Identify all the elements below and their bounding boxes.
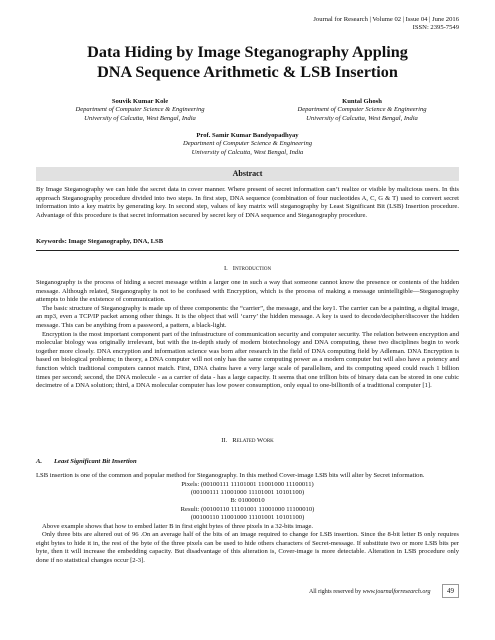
subsection-heading [36,458,137,465]
introduction-body [36,279,459,391]
paragraph: The basic structure of Steganography is made up of three components: the “carrier”, the message, and the key1. The carrier can be a painting, a digital image, an mp3, even a TCP/IP packet among other things. It is the object that will ‘carry’ the hidden message. A key is used to decode/decipher/discover the hidden message. This can be anything from a password, a pattern, a black-light. [36,304,459,329]
pixels-line-1: Pixels: (00100111 11101001 11001000 11100011) [181,480,314,488]
divider [36,250,459,251]
rights-text: All rights reserved by [308,589,362,595]
author-3 [140,132,355,157]
page-number: 49 [442,584,459,598]
author-dept: Department of Computer Science & Engineering [297,106,427,114]
abstract-heading: Abstract [36,167,459,181]
pixels-line-2: (00100111 11001000 11101001 10101100) [190,489,305,496]
abstract-text: By Image Steganography we can hide the secret data in cover manner. Where present of secret information can’t realize or visible by malicious users. In this approach Steganography procedure divided into two steps. In first step, DNA sequence (combination of four nucleotides A, C, G & T) used to convert secret information into a key matrix by generating key. In second step, values of key matrix will steganography by Least Significant Bit (LSB) Insertion procedure. Advantage of this procedure is that secret information secured by secret key of DNA sequence and Steganography procedure. [36,186,459,220]
journal-link[interactable]: www.journalforresearch.org [362,589,431,595]
author-name: Prof. Samir Kumar Bandyopadhyay [196,132,299,139]
author-univ: University of Calcutta, West Bengal, India [191,148,304,156]
title-line-2: DNA Sequence Arithmetic & LSB Insertion [97,63,398,81]
related-work-body [36,472,459,566]
journal-info: Journal for Research | Volume 02 | Issue 04 | June 2016 [313,16,459,23]
section-title: Related Work [232,437,274,444]
result-line-1: Result: (00100110 11101001 11001000 11100010) [180,505,315,513]
paragraph: Only three bits are altered out of 96 .On an average half of the bits of an image required to change for LSB insertion. Since the 8-bit letter B only requires eight bytes to hide it in, the rest of the byte of the three pixels can be used to hide others characters of Secret-message. If substitute two or more LSB bits per byte, then it will increase the embedding capacity. But disadvantage of this alteration is, Cover-image is more detectable. Alteration in LSB procedure only done if no statistical changes occur [2-3]. [36,531,459,564]
author-dept: Department of Computer Science & Engineering [182,140,313,148]
keywords: Keywords: Image Steganography, DNA, LSB [36,238,164,245]
issn: ISSN: 2395-7549 [412,24,459,31]
page-footer [309,584,459,598]
paragraph: Above example shows that how to embed latter B in first eight bytes of three pixels in a 32-bits image. [42,522,314,530]
author-2 [262,98,462,123]
author-name: Kuntal Ghosh [342,98,382,105]
subsection-title: Least Significant Bit Insertion [54,458,137,465]
result-line-2: (00100110 11001000 11101001 10101100) [190,514,305,522]
author-univ: University of Calcutta, West Bengal, India [84,114,196,122]
author-name: Souvik Kumar Kole [111,98,169,105]
title-line-1: Data Hiding by Image Steganography Appling [87,43,408,61]
b-line: B: 01000010 [230,497,265,505]
section-numeral: I. [223,265,228,272]
paragraph: Steganography is the process of hiding a secret message within a larger one in such a way that someone cannot know the presence or contents of the hidden message. Although related, Steganography is not to be confused with Encryption, which is the process of making a message unintelligible—Steganography attempts to hide the existence of communication. [36,279,459,304]
paragraph: LSB insertion is one of the common and popular method for Steganography. In this method Cover-image LSB bits will alter by Secret information. [36,472,425,479]
paper-title [0,42,495,82]
paragraph: Encryption is the most important component part of the infrastructure of communication security and computer security. The relation between encryption and molecular biology was originally irrelevant, but with the in-depth study of modern biotechnology and DNA computing, these two disciplines begin to work together more closely. DNA encryption and information science was born after research in the field of DNA computing field by Adleman. DNA Encryption is based on biological problems; in theory, a DNA computer will not only has the same computing power as a modern computer but will also have a potency and function which traditional computers cannot match. First, DNA chains have a very large scale of parallelism, and its computing speed could reach 1 billion times per second; second, the DNA molecule - as a carrier of data - has a large capacity. It seems that one trillion bits of binary data can be stored in one cubic decimetre of a DNA solution; third, a DNA molecular computer has low power consumption, only equal to one-billionth of a traditional computer [1]. [36,330,459,390]
section-numeral: II. [221,437,228,444]
subsection-label: A. [36,458,43,465]
running-header [313,16,459,32]
author-dept: Department of Computer Science & Engineering [75,106,205,114]
section-title: Introduction [232,265,272,272]
section-heading-introduction [0,265,495,272]
author-univ: University of Calcutta, West Bengal, India [306,114,418,122]
author-1 [40,98,240,123]
section-heading-related-work [0,437,495,444]
